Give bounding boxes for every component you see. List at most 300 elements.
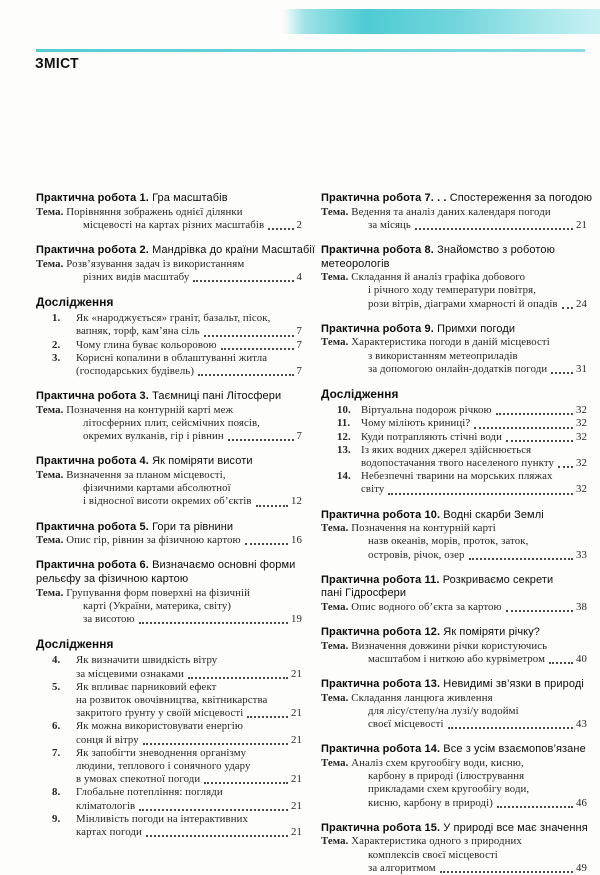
dot-leader bbox=[506, 601, 573, 612]
theme-text: і відносної висоти окремих об’єктів bbox=[83, 495, 252, 508]
page-number: 33 bbox=[576, 548, 587, 561]
theme-text: кисню, карбону в природі) bbox=[368, 796, 493, 809]
work-title-line bbox=[36, 244, 316, 258]
page-number: 2 bbox=[296, 218, 302, 231]
item-line: людини, теплового і сонячного удару bbox=[76, 760, 251, 773]
theme-text: Характеристика погоди в даній місцевості bbox=[351, 336, 550, 349]
item-text: картах погоди bbox=[76, 826, 142, 839]
item-body bbox=[361, 417, 587, 430]
theme-text-wrap bbox=[321, 522, 496, 534]
theme-line bbox=[321, 835, 587, 848]
toc-item bbox=[36, 681, 302, 721]
work-label: Практична робота 4. bbox=[36, 455, 149, 468]
dot-leader bbox=[440, 862, 573, 873]
item-line bbox=[76, 325, 302, 338]
dot-leader bbox=[496, 404, 573, 415]
work-entry bbox=[321, 822, 587, 875]
item-line: Із яких водних джерел здійснюється bbox=[361, 443, 532, 456]
work-entry bbox=[36, 559, 302, 626]
dot-leader bbox=[562, 298, 573, 309]
section-header: Дослідження bbox=[36, 637, 114, 652]
page-number: 40 bbox=[576, 653, 587, 666]
item-body bbox=[361, 444, 587, 470]
dot-leader bbox=[256, 495, 288, 506]
theme-label: Тема. bbox=[321, 336, 349, 349]
work-label: Практична робота 3. bbox=[36, 390, 149, 403]
toc-item bbox=[36, 312, 302, 338]
section-header: Дослідження bbox=[321, 387, 399, 401]
item-line bbox=[76, 826, 302, 839]
page-number: 31 bbox=[576, 362, 587, 375]
work-label: Практична робота 9. bbox=[321, 322, 434, 335]
section-header: Дослідження bbox=[36, 295, 114, 309]
item-line: Як визначити швидкість вітру bbox=[76, 654, 218, 667]
work-title: Невидимі зв’язки в природі bbox=[443, 678, 584, 691]
item-number: 4. bbox=[52, 654, 61, 667]
work-entry bbox=[321, 678, 587, 731]
theme-line bbox=[36, 495, 302, 508]
dot-leader bbox=[247, 707, 288, 718]
theme-text: Ведення та аналіз даних календаря погоди bbox=[351, 205, 551, 218]
item-body bbox=[76, 681, 302, 721]
dot-leader bbox=[198, 365, 293, 376]
work-entry bbox=[321, 626, 587, 666]
theme-text: за алгоритмом bbox=[368, 861, 436, 874]
dot-leader bbox=[146, 826, 288, 837]
item-text: вапняк, торф, кам’яна сіль bbox=[76, 325, 200, 338]
work-title-line bbox=[321, 323, 587, 337]
theme-line bbox=[36, 404, 302, 417]
page-number: 21 bbox=[291, 667, 302, 680]
item-number: 5. bbox=[52, 680, 61, 693]
work-title-line bbox=[321, 509, 587, 523]
theme-line bbox=[321, 271, 587, 284]
dot-leader bbox=[139, 800, 288, 811]
toc-item bbox=[321, 404, 587, 417]
theme-text: Визначення за планом місцевості, bbox=[66, 469, 226, 482]
work-title: Примхи погоди bbox=[437, 322, 516, 335]
theme-text-wrap bbox=[321, 692, 493, 704]
item-text: (господарських будівель) bbox=[76, 365, 195, 378]
work-title: У природі все має значення bbox=[443, 821, 588, 834]
theme-text-wrap bbox=[321, 835, 522, 847]
theme-line: з використанням метеоприладів bbox=[368, 349, 518, 362]
item-number: 2. bbox=[52, 338, 61, 351]
work-label: Практична робота 14. bbox=[321, 743, 441, 756]
theme-label: Тема. bbox=[321, 835, 349, 848]
work-entry bbox=[321, 509, 587, 562]
work-label: Практична робота 10. bbox=[321, 508, 441, 521]
work-title: Гори та рівнини bbox=[152, 520, 234, 533]
dot-leader bbox=[506, 431, 573, 442]
page-number: 21 bbox=[576, 218, 587, 231]
theme-line bbox=[321, 640, 587, 653]
work-entry bbox=[321, 323, 587, 376]
work-entry bbox=[36, 455, 302, 508]
theme-text: Позначення на контурній карті меж bbox=[66, 403, 234, 416]
dot-leader bbox=[448, 718, 573, 729]
work-title-line bbox=[321, 678, 587, 692]
item-text: в умовах спекотної погоди bbox=[76, 773, 201, 786]
page-number: 32 bbox=[576, 404, 587, 417]
item-line bbox=[76, 707, 302, 720]
theme-label: Тема. bbox=[321, 205, 349, 218]
item-body bbox=[76, 813, 302, 839]
work-title: Мандрівка до країни Масштабії bbox=[152, 244, 316, 256]
item-number: 13. bbox=[337, 443, 351, 456]
work-title: Гра масштабів bbox=[152, 192, 228, 204]
theme-label: Тема. bbox=[36, 469, 64, 482]
theme-label: Тема. bbox=[321, 639, 349, 652]
dot-leader bbox=[221, 339, 294, 350]
item-line bbox=[361, 417, 587, 430]
work-title: Все з усім взаємопов’язане bbox=[443, 743, 586, 756]
theme-text: Опис гір, рівнин за фізичною картою bbox=[66, 534, 241, 547]
theme-label: Тема. bbox=[36, 403, 64, 416]
theme-line bbox=[321, 757, 587, 770]
work-title-line bbox=[36, 390, 302, 404]
theme-label: Тема. bbox=[36, 586, 64, 599]
theme-line: карті (України, материка, світу) bbox=[83, 599, 232, 612]
page-number: 21 bbox=[291, 826, 302, 839]
page-number: 21 bbox=[291, 733, 302, 746]
theme-text: рози вітрів, діаграми хмарності й опадів bbox=[368, 297, 558, 310]
page-number: 43 bbox=[576, 718, 587, 731]
item-line bbox=[361, 483, 587, 496]
work-label: Практична робота 15. bbox=[321, 821, 441, 834]
theme-label: Тема. bbox=[321, 601, 349, 614]
item-number: 1. bbox=[52, 312, 61, 325]
work-entry bbox=[36, 521, 302, 548]
item-number: 14. bbox=[337, 470, 351, 483]
page-number: 32 bbox=[576, 430, 587, 443]
theme-text-wrap bbox=[321, 757, 524, 769]
toc-item bbox=[36, 352, 302, 378]
theme-text: за допомогою онлайн-додатків погоди bbox=[368, 362, 548, 375]
toc-item bbox=[321, 431, 587, 444]
item-text: за місцевими ознаками bbox=[76, 667, 184, 680]
theme-text-wrap bbox=[321, 336, 550, 348]
theme-label: Тема. bbox=[321, 271, 349, 284]
dot-leader bbox=[204, 773, 288, 784]
item-body bbox=[76, 720, 302, 746]
work-label: Практична робота 13. bbox=[321, 678, 441, 691]
theme-line bbox=[36, 206, 302, 219]
work-label: Практична робота 1. bbox=[36, 192, 149, 204]
item-line: на розвиток овочівництва, квітникарства bbox=[76, 694, 268, 707]
work-entry bbox=[321, 192, 593, 232]
theme-text-wrap bbox=[36, 587, 250, 599]
work-title-line bbox=[321, 574, 587, 588]
work-title-line bbox=[321, 192, 593, 206]
theme-line: прикладами схем кругообігу води, bbox=[368, 783, 530, 796]
work-title: Визначаємо основні форми bbox=[152, 559, 296, 572]
theme-text-wrap bbox=[36, 206, 243, 218]
theme-label: Тема. bbox=[36, 257, 64, 270]
item-text: закритого ґрунту у своїй місцевості bbox=[76, 707, 244, 720]
item-text: Чому міліють криниці? bbox=[361, 417, 471, 430]
item-number: 12. bbox=[337, 430, 351, 443]
theme-line bbox=[36, 587, 302, 600]
theme-label: Тема. bbox=[36, 534, 64, 547]
page-number: 49 bbox=[576, 861, 587, 874]
page-number: 19 bbox=[291, 613, 302, 626]
theme-line bbox=[321, 549, 587, 562]
item-body bbox=[76, 339, 302, 352]
theme-text-wrap bbox=[321, 206, 551, 218]
theme-text: Характеристика одного з природних bbox=[351, 835, 522, 848]
item-line: Як можна використовувати енергію bbox=[76, 720, 243, 733]
work-title-line bbox=[321, 743, 587, 757]
dot-leader bbox=[228, 430, 294, 441]
work-title: Як поміряти річку? bbox=[443, 626, 541, 639]
theme-label: Тема. bbox=[321, 691, 349, 704]
theme-text-wrap bbox=[36, 258, 244, 270]
theme-text: Складання й аналіз графіка добового bbox=[351, 271, 526, 284]
theme-line bbox=[36, 219, 302, 232]
theme-line bbox=[321, 336, 587, 349]
item-text: Віртуальна подорож річкою bbox=[361, 404, 492, 417]
dot-leader bbox=[558, 457, 573, 468]
item-number: 11. bbox=[337, 417, 351, 430]
dot-leader bbox=[549, 653, 573, 664]
theme-line bbox=[36, 258, 302, 271]
toc-item bbox=[321, 417, 587, 430]
work-label: Практична робота 6. bbox=[36, 559, 149, 572]
dot-leader bbox=[474, 417, 573, 428]
page-number: 7 bbox=[296, 430, 302, 443]
work-entry bbox=[36, 192, 302, 232]
title-rule bbox=[36, 49, 585, 52]
item-text: сонця й вітру bbox=[76, 733, 139, 746]
work-title-line bbox=[36, 559, 302, 573]
dot-leader bbox=[139, 613, 288, 624]
page-number: 21 bbox=[291, 799, 302, 812]
work-label: Практична робота 12. bbox=[321, 626, 441, 639]
theme-line bbox=[321, 862, 587, 875]
dot-leader bbox=[551, 363, 573, 374]
theme-label: Тема. bbox=[321, 757, 349, 770]
work-entry bbox=[321, 574, 587, 614]
item-line bbox=[76, 365, 302, 378]
theme-line: для лісу/степу/на лузі/у водоймі bbox=[368, 705, 519, 718]
work-label: Практична робота 2. bbox=[36, 244, 149, 256]
work-title-line bbox=[321, 822, 587, 836]
work-title-line bbox=[36, 192, 302, 206]
theme-line bbox=[321, 219, 587, 232]
work-entry bbox=[321, 244, 587, 311]
toc-item bbox=[36, 747, 302, 787]
theme-text: Групування форм поверхні на фізичній bbox=[66, 586, 250, 599]
theme-text: Аналіз схем кругообігу води, кисню, bbox=[351, 757, 524, 770]
item-body bbox=[76, 654, 302, 680]
theme-line bbox=[321, 298, 587, 311]
item-line bbox=[76, 734, 302, 747]
toc-item bbox=[321, 444, 587, 470]
theme-line bbox=[321, 692, 587, 705]
toc-item bbox=[36, 720, 302, 746]
theme-line: фізичними картами абсолютної bbox=[83, 482, 231, 495]
item-number: 6. bbox=[52, 720, 61, 733]
theme-text: окремих вулканів, гір і рівнин bbox=[83, 430, 224, 443]
item-text: світу bbox=[361, 483, 385, 496]
theme-text-wrap bbox=[36, 404, 233, 416]
dot-leader bbox=[204, 325, 294, 336]
dot-leader bbox=[469, 549, 573, 560]
work-title: Таємниці пані Літосфери bbox=[152, 390, 282, 403]
dot-leader bbox=[415, 219, 573, 230]
theme-line: і річного ходу температури повітря, bbox=[368, 284, 536, 297]
theme-text-wrap bbox=[321, 271, 525, 283]
page-number: 24 bbox=[576, 297, 587, 310]
page-number: 4 bbox=[296, 270, 302, 283]
dot-leader bbox=[268, 219, 293, 230]
page-number: 7 bbox=[296, 325, 302, 338]
item-text: Куди потрапляють стічні води bbox=[361, 430, 503, 443]
theme-text: Складання ланцюга живлення bbox=[351, 691, 493, 704]
item-line: Мінливість погоди на інтерактивних bbox=[76, 812, 248, 825]
theme-line bbox=[321, 522, 587, 535]
work-label: Практична робота 11. bbox=[321, 573, 440, 586]
page-number: 12 bbox=[291, 495, 302, 508]
page-number: 38 bbox=[576, 601, 587, 614]
theme-line bbox=[321, 206, 587, 219]
work-entry bbox=[36, 390, 302, 443]
theme-text-wrap bbox=[321, 601, 502, 614]
theme-text: масштабом і ниткою або курвіметром bbox=[368, 653, 546, 666]
toc-column-left bbox=[36, 192, 316, 839]
item-line bbox=[76, 339, 302, 352]
theme-text: Визначення довжини річки користуючись bbox=[351, 639, 548, 652]
item-body bbox=[76, 747, 302, 787]
item-body bbox=[361, 431, 587, 444]
page-title: ЗМІСТ bbox=[35, 55, 79, 72]
item-number: 7. bbox=[52, 746, 61, 759]
theme-line bbox=[321, 601, 587, 614]
work-label: Практична робота 5. bbox=[36, 520, 149, 533]
item-line: Як «народжується» граніт, базальт, пісок, bbox=[76, 312, 271, 325]
theme-text: Порівняння зображень однієї ділянки bbox=[66, 205, 243, 218]
page-number: 16 bbox=[291, 534, 302, 547]
work-entry bbox=[36, 244, 316, 284]
theme-text: Опис водного об’єкта за картою bbox=[351, 601, 502, 614]
theme-line bbox=[321, 653, 587, 666]
theme-line bbox=[321, 718, 587, 731]
dot-leader bbox=[193, 271, 293, 282]
page-number: 7 bbox=[296, 365, 302, 378]
theme-text: своєї місцевості bbox=[368, 718, 444, 731]
theme-text: різних видів масштабу bbox=[83, 270, 190, 283]
theme-line: карбону в природі (ілюстрування bbox=[368, 770, 525, 783]
work-title: метеорологів bbox=[321, 257, 390, 270]
work-title-line bbox=[36, 521, 302, 535]
work-title: пані Гідросфери bbox=[321, 587, 407, 600]
work-title: рельєфу за фізичною картою bbox=[36, 573, 189, 586]
item-text: водопостачання твого населеного пункту bbox=[361, 457, 555, 470]
toc-item bbox=[36, 339, 302, 352]
theme-text: Розв’язування задач із використанням bbox=[66, 257, 245, 270]
work-title-line bbox=[321, 244, 587, 258]
theme-line: комплексів своєї місцевості bbox=[368, 848, 498, 861]
item-line bbox=[361, 457, 587, 470]
page-number: 7 bbox=[296, 338, 302, 351]
work-title-line bbox=[321, 626, 587, 640]
work-title: Спостереження за погодою bbox=[449, 192, 593, 204]
theme-text: за висотою bbox=[83, 613, 135, 626]
theme-line bbox=[36, 469, 302, 482]
dot-leader bbox=[188, 668, 288, 679]
toc-item bbox=[36, 813, 302, 839]
item-text: кліматологів bbox=[76, 799, 136, 812]
item-number: 8. bbox=[52, 786, 61, 799]
work-title: Як поміряти висоти bbox=[152, 455, 253, 468]
item-line bbox=[76, 668, 302, 681]
theme-line bbox=[36, 534, 302, 547]
page-number: 32 bbox=[576, 483, 587, 496]
page-number: 21 bbox=[291, 773, 302, 786]
theme-text-wrap bbox=[321, 640, 547, 652]
item-line bbox=[76, 800, 302, 813]
work-label: Практична робота 8. bbox=[321, 244, 434, 256]
item-body bbox=[76, 312, 302, 338]
theme-text: місцевості на картах різних масштабів bbox=[83, 218, 265, 231]
theme-line: назв океанів, морів, проток, заток, bbox=[368, 535, 529, 548]
item-line: Корисні копалини в облаштуванні житла bbox=[76, 351, 268, 364]
item-line bbox=[76, 773, 302, 786]
item-line bbox=[361, 404, 587, 417]
item-line: Як впливає парниковий ефект bbox=[76, 680, 217, 693]
theme-line bbox=[321, 797, 587, 810]
header-accent-bar bbox=[283, 9, 600, 34]
work-title-line bbox=[36, 455, 302, 469]
dot-leader bbox=[497, 797, 573, 808]
item-line: Небезпечні тварини на морських пляжах bbox=[361, 470, 553, 483]
work-label: Практична робота 7. . . bbox=[321, 192, 447, 204]
item-line: Глобальне потепління: погляди bbox=[76, 786, 223, 799]
dot-leader bbox=[143, 734, 288, 745]
theme-text-wrap bbox=[36, 534, 241, 547]
item-number: 9. bbox=[52, 812, 61, 825]
theme-text-wrap bbox=[36, 469, 226, 481]
theme-label: Тема. bbox=[36, 205, 64, 218]
page-number: 21 bbox=[291, 707, 302, 720]
theme-line bbox=[36, 613, 302, 626]
toc-column-right bbox=[321, 192, 593, 875]
item-body bbox=[76, 352, 302, 378]
dot-leader bbox=[245, 534, 288, 545]
page-number: 46 bbox=[576, 796, 587, 809]
theme-label: Тема. bbox=[321, 522, 349, 535]
theme-line: літосферних плит, сейсмічних поясів, bbox=[83, 417, 260, 430]
page-number: 32 bbox=[576, 417, 587, 430]
item-line bbox=[361, 431, 587, 444]
toc-item bbox=[36, 786, 302, 812]
theme-line bbox=[36, 271, 302, 284]
work-title: Водні скарби Землі bbox=[443, 508, 544, 521]
theme-text: за місяць bbox=[368, 218, 411, 231]
item-line: Як запобігти зневоднення організму bbox=[76, 746, 247, 759]
work-title: Знайомство з роботою bbox=[437, 244, 555, 256]
theme-text: островів, річок, озер bbox=[368, 548, 465, 561]
theme-text: Позначення на контурній карті bbox=[351, 522, 496, 535]
work-title: Розкриваємо секрети bbox=[442, 573, 554, 586]
item-body bbox=[361, 470, 587, 496]
item-text: Чому глина буває кольоровою bbox=[76, 338, 217, 351]
item-number: 3. bbox=[52, 351, 61, 364]
item-body bbox=[76, 786, 302, 812]
item-body bbox=[361, 404, 587, 417]
item-number: 10. bbox=[337, 404, 351, 417]
